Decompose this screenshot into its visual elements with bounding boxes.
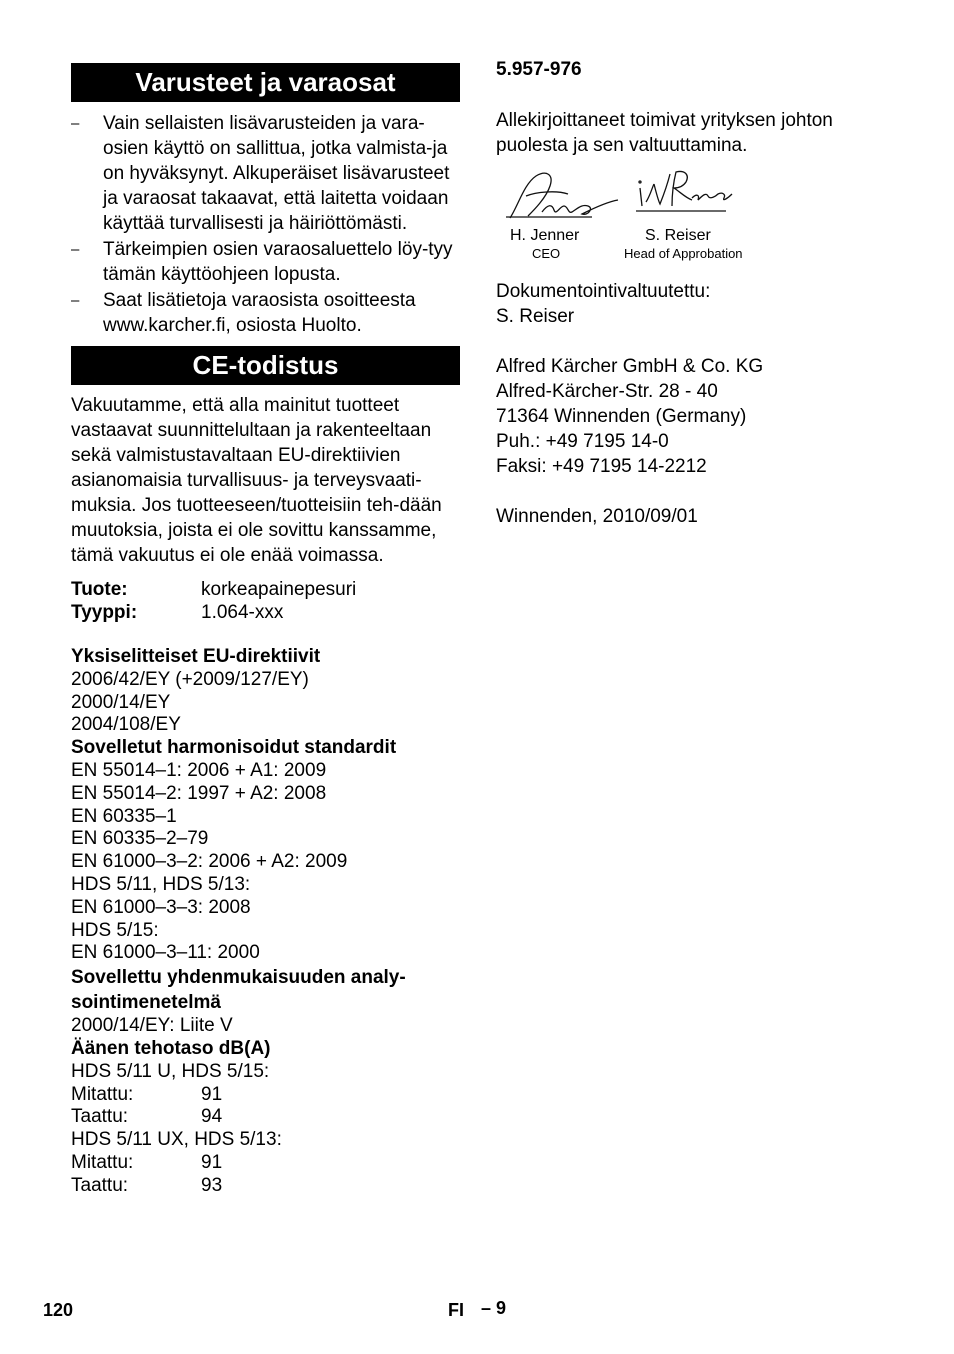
method-heading-line1: Sovellettu yhdenmukaisuuden analy- (71, 967, 406, 989)
standard-item: EN 61000–3–2: 2006 + A2: 2009 (71, 851, 348, 873)
sound-group-title: HDS 5/11 UX, HDS 5/13: (71, 1129, 282, 1151)
standard-item: HDS 5/11, HDS 5/13: (71, 873, 251, 895)
section-title-accessories: Varusteet ja varaosat (71, 63, 460, 102)
list-item (71, 111, 460, 236)
sound-label: Taattu: (71, 1174, 129, 1196)
standard-item: EN 60335–2–79 (71, 828, 209, 850)
standard-item: EN 61000–3–3: 2008 (71, 896, 251, 918)
sound-label: Mitattu: (71, 1083, 134, 1105)
list-item-text: Saat lisätietoja varaosista osoitteesta www.karcher.fi, osiosta Huolto. (103, 290, 416, 336)
sound-value: 91 (201, 1151, 223, 1173)
directives-block (71, 646, 460, 1198)
product-row (71, 578, 460, 601)
type-row (71, 601, 460, 624)
right-column (496, 57, 896, 529)
language-code: FI (448, 1300, 464, 1320)
product-info (71, 578, 460, 624)
standard-item: EN 61000–3–11: 2000 (71, 942, 260, 964)
type-label: Tyyppi: (71, 602, 138, 623)
sound-row (71, 1152, 460, 1175)
sound-label: Taattu: (71, 1106, 129, 1128)
address-line: Faksi: +49 7195 14-2212 (496, 456, 707, 477)
place-date: Winnenden, 2010/09/01 (496, 506, 698, 527)
signature-reiser (636, 171, 732, 211)
list-item-text: Tärkeimpien osien varaosaluettelo löy-tyy tämän käyttöohjeen lopusta. (103, 239, 453, 285)
sound-group-title: HDS 5/11 U, HDS 5/15: (71, 1060, 270, 1082)
address-line: Alfred-Kärcher-Str. 28 - 40 (496, 381, 718, 402)
address-line: Alfred Kärcher GmbH & Co. KG (496, 356, 764, 377)
sound-value: 93 (201, 1174, 223, 1196)
list-item-text: Vain sellaisten lisävarusteiden ja vara-osien käyttö on sallittua, jotka valmista-ja on hyväksynyt. Alkuperäiset lisävarusteet ja varaosat takaavat, että laitetta voidaan käyttää turvallisesti ja häiriöttömästi. (103, 113, 450, 234)
standards-heading: Sovelletut harmonisoidut standardit (71, 737, 397, 759)
dash-bullet: – (71, 241, 80, 258)
sound-row (71, 1084, 460, 1107)
dash-bullet: – (71, 115, 80, 132)
doc-authority (496, 279, 896, 329)
part-number: 5.957-976 (496, 59, 582, 80)
dash-bullet: – (71, 292, 80, 309)
standard-item: EN 60335–1 (71, 805, 177, 827)
list-item (71, 288, 460, 338)
company-address (496, 354, 896, 479)
signer1-role: CEO (532, 246, 561, 261)
list-item (71, 237, 460, 287)
address-line: Puh.: +49 7195 14-0 (496, 431, 669, 452)
signer1-name: H. Jenner (510, 227, 580, 244)
directive-item: 2006/42/EY (+2009/127/EY) (71, 668, 309, 690)
accessories-list (71, 111, 460, 338)
signature-jenner (506, 173, 618, 218)
sound-row (71, 1175, 460, 1198)
page-number: 120 (43, 1300, 74, 1320)
sound-heading: Äänen tehotaso dB(A) (71, 1037, 271, 1059)
section-page-number: – 9 (481, 1298, 507, 1318)
directive-item: 2000/14/EY (71, 691, 171, 713)
directives-heading: Yksiselitteiset EU-direktiivit (71, 646, 321, 667)
sound-label: Mitattu: (71, 1151, 134, 1173)
ce-intro-paragraph: Vakuutamme, että alla mainitut tuotteet vastaavat suunnittelultaan ja rakenteeltaan sekä valmistustavaltaan EU-direktiivien asianomaisia turvallisuus- ja terveysvaati-muksia. Jos tuotteeseen/tuotteisiin teh-dään muutoksia, joista ei ole sovittu kanssamme, tämä vakuutus ei ole enää voimassa. (71, 395, 442, 566)
signers-paragraph: Allekirjoittaneet toimivat yrityksen johton puolesta ja sen valtuuttamina. (496, 110, 833, 156)
standard-item: HDS 5/15: (71, 919, 159, 941)
signature-graphic (496, 166, 756, 226)
product-value: korkeapainepesuri (201, 579, 357, 600)
method-value: 2000/14/EY: Liite V (71, 1015, 233, 1037)
directive-item: 2004/108/EY (71, 714, 181, 736)
sound-row (71, 1106, 460, 1129)
signer2-role: Head of Approbation (624, 246, 743, 261)
method-heading-line2: sointimenetelmä (71, 992, 221, 1014)
address-line: 71364 Winnenden (Germany) (496, 406, 747, 427)
type-value: 1.064-xxx (201, 602, 284, 623)
standard-item: EN 55014–1: 2006 + A1: 2009 (71, 759, 327, 781)
signer2-name: S. Reiser (645, 227, 711, 244)
signatures (496, 166, 896, 261)
doc-auth-name: S. Reiser (496, 306, 575, 327)
section-title-ce: CE-todistus (71, 346, 460, 385)
product-label: Tuote: (71, 579, 128, 600)
doc-auth-label: Dokumentointivaltuutettu: (496, 281, 711, 302)
left-column (71, 63, 460, 1198)
sound-value: 94 (201, 1106, 223, 1128)
sound-value: 91 (201, 1083, 223, 1105)
standard-item: EN 55014–2: 1997 + A2: 2008 (71, 782, 327, 804)
